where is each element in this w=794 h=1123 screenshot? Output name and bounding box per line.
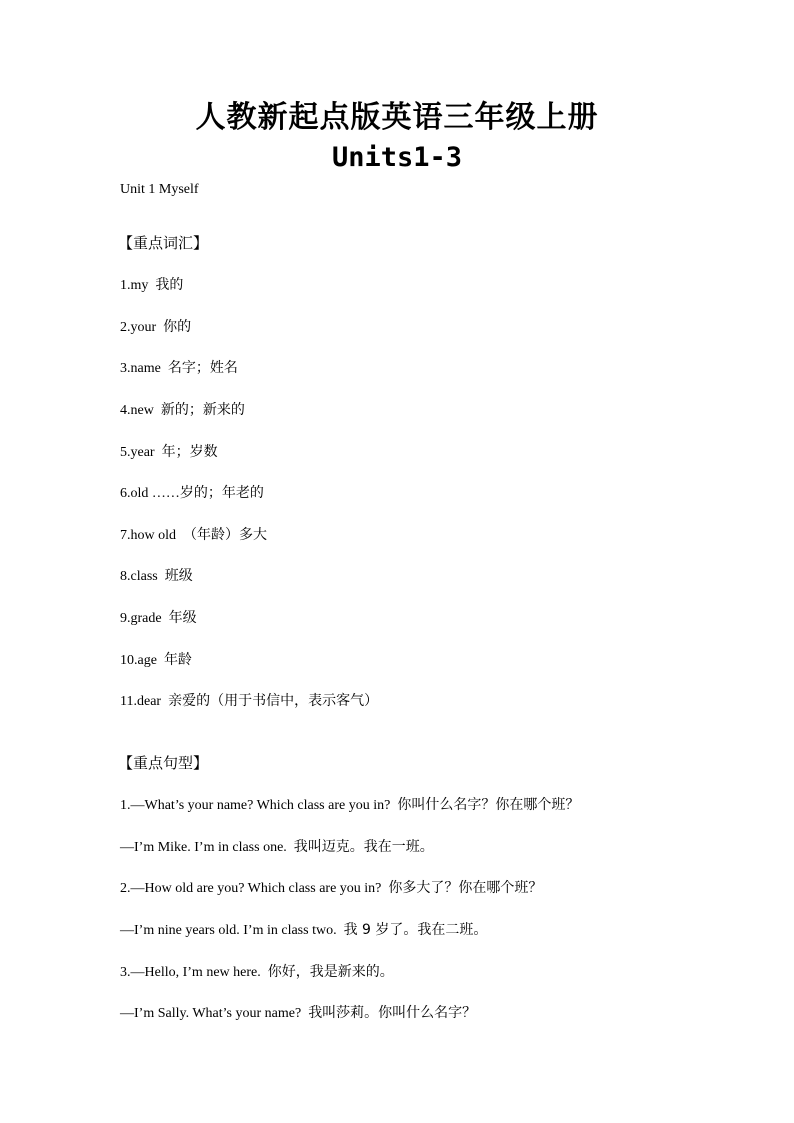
vocab-zh: 年级 [168,610,197,626]
vocab-en: 9.grade [120,611,162,626]
sentence-en: —I’m Mike. I’m in class one. [120,840,287,855]
vocab-en: 1.my [120,278,149,293]
vocab-heading: 【重点词汇】 [118,234,209,252]
vocab-en: 8.class [120,569,158,584]
vocab-zh: 班级 [164,568,193,584]
sentence-item [120,795,579,816]
vocab-zh: 亲爱的（用于书信中，表示客气） [168,693,379,709]
sentence-en: —I’m Sally. What’s your name? [120,1006,302,1021]
sentence-zh: 你叫什么名字？你在哪个班？ [397,797,580,813]
sentence-zh: 你好，我是新来的。 [267,964,394,980]
vocab-zh: 年；岁数 [161,444,218,460]
vocab-zh: 岁的；年老的 [179,485,264,501]
vocab-item [120,691,378,712]
vocab-item [120,566,193,587]
sentence-en: 2.—How old are you? Which class are you in? [120,881,382,896]
unit-label: Unit 1 Myself [120,182,199,197]
vocab-item [120,358,238,379]
sentence-zh: 我叫莎莉。你叫什么名字？ [308,1005,477,1021]
vocab-item [120,317,191,338]
vocab-en: 6.old …… [120,486,180,501]
sentence-item [120,1003,476,1024]
sentence-item [120,878,542,899]
vocab-en: 4.new [120,403,154,418]
sentence-item [120,920,487,941]
vocab-zh: 新的；新来的 [160,402,245,418]
vocab-item [120,483,264,504]
vocab-en: 3.name [120,361,161,376]
vocab-item [120,650,192,671]
vocab-zh: 你的 [163,319,192,335]
vocab-item [120,608,197,629]
sentence-zh: 我 9 岁了。我在二班。 [343,922,488,938]
sentence-en: —I’m nine years old. I’m in class two. [120,923,337,938]
vocab-en: 7.how old [120,528,176,543]
vocab-zh: （年龄）多大 [183,527,267,543]
sentence-en: 3.—Hello, I’m new here. [120,965,261,980]
vocab-en: 5.year [120,445,155,460]
sentence-item [120,962,394,983]
page-subtitle: Units1-3 [331,142,463,173]
vocab-en: 11.dear [120,694,162,709]
sentence-zh: 你多大了？你在哪个班？ [388,880,543,896]
sentence-item [120,837,434,858]
vocab-en: 2.your [120,320,157,335]
sentence-en: 1.—What’s your name? Which class are you in? [120,798,391,813]
page-title: 人教新起点版英语三年级上册 [195,100,599,135]
vocab-zh: 我的 [155,277,184,293]
sentence-zh: 我叫迈克。我在一班。 [293,839,434,855]
sentence-heading: 【重点句型】 [118,754,209,772]
vocab-zh: 年龄 [163,652,192,668]
vocab-item [120,275,183,296]
vocab-en: 10.age [120,653,157,668]
vocab-item [120,525,267,546]
vocab-zh: 名字；姓名 [167,360,238,376]
vocab-item [120,442,218,463]
vocab-item [120,400,245,421]
